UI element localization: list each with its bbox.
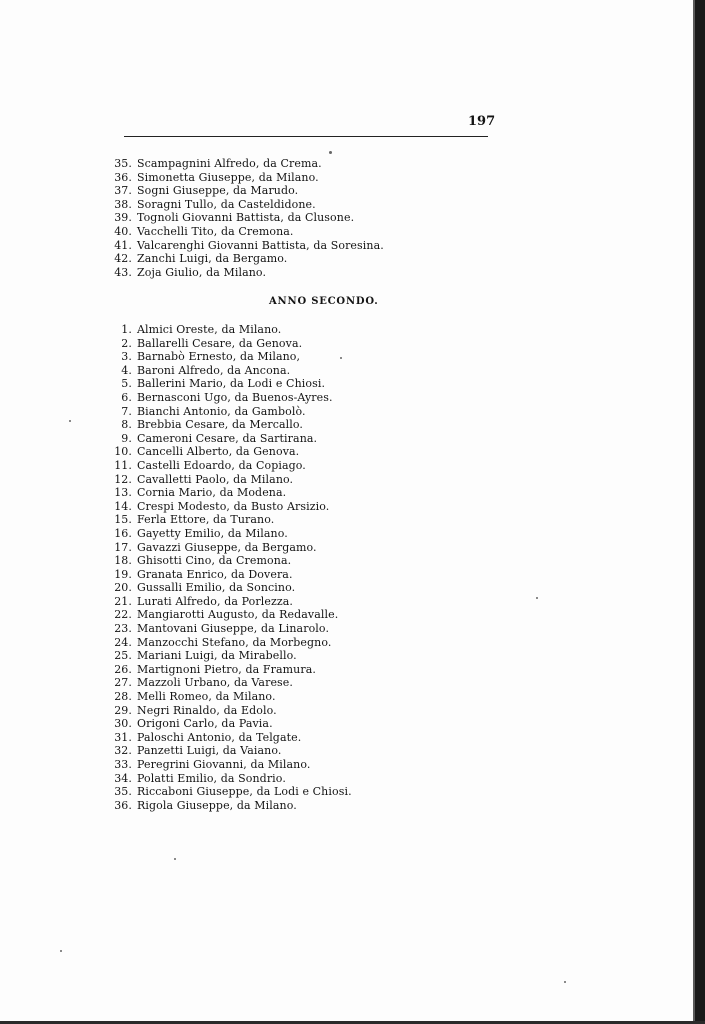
list-item xyxy=(106,418,352,432)
item-number: 17. xyxy=(114,540,132,554)
list-item xyxy=(106,717,352,731)
item-number: 34. xyxy=(114,771,132,785)
scan-speck xyxy=(69,420,71,422)
item-text: Cameroni Cesare, da Sartirana. xyxy=(137,431,318,445)
item-text: Granata Enrico, da Dovera. xyxy=(137,567,293,581)
item-number: 40. xyxy=(114,224,132,238)
item-text: Vacchelli Tito, da Cremona. xyxy=(137,224,294,238)
list-item xyxy=(106,663,352,677)
item-number: 32. xyxy=(114,744,132,758)
list-item xyxy=(106,608,352,622)
list-item xyxy=(106,527,352,541)
item-number: 8. xyxy=(121,418,132,432)
item-text: Mariani Luigi, da Mirabello. xyxy=(137,649,297,663)
item-number: 16. xyxy=(114,526,132,540)
item-number: 7. xyxy=(121,404,132,418)
list-item xyxy=(106,595,352,609)
item-number: 18. xyxy=(114,554,132,568)
page-edge-line xyxy=(693,0,695,1024)
list-item xyxy=(106,513,352,527)
list-item xyxy=(106,198,384,212)
item-number: 39. xyxy=(114,211,132,225)
item-number: 6. xyxy=(121,390,132,404)
list-item xyxy=(106,459,352,473)
item-number: 15. xyxy=(114,513,132,527)
item-number: 27. xyxy=(114,676,132,690)
item-number: 23. xyxy=(114,622,132,636)
list-item xyxy=(106,432,352,446)
scan-speck xyxy=(174,858,176,860)
item-text: Bianchi Antonio, da Gambolò. xyxy=(137,404,306,418)
scan-speck xyxy=(329,151,332,154)
item-number: 12. xyxy=(114,472,132,486)
list-item xyxy=(106,225,384,239)
item-text: Ghisotti Cino, da Cremona. xyxy=(137,554,292,568)
item-text: Ferla Ettore, da Turano. xyxy=(137,513,275,527)
list-item xyxy=(106,391,352,405)
item-text: Polatti Emilio, da Sondrio. xyxy=(137,771,286,785)
list-item xyxy=(106,171,384,185)
item-number: 37. xyxy=(114,184,132,198)
item-number: 43. xyxy=(114,265,132,279)
item-number: 28. xyxy=(114,690,132,704)
item-text: Gussalli Emilio, da Soncino. xyxy=(137,581,296,595)
item-text: Ballarelli Cesare, da Genova. xyxy=(137,336,303,350)
list-item xyxy=(106,364,352,378)
list-item xyxy=(106,799,352,813)
item-text: Bernasconi Ugo, da Buenos-Ayres. xyxy=(137,390,333,404)
item-number: 14. xyxy=(114,499,132,513)
list-item xyxy=(106,252,384,266)
item-number: 4. xyxy=(121,363,132,377)
scan-speck xyxy=(340,357,342,359)
item-number: 36. xyxy=(114,798,132,812)
item-number: 3. xyxy=(121,350,132,364)
list-item xyxy=(106,445,352,459)
item-text: Cancelli Alberto, da Genova. xyxy=(137,445,300,459)
item-number: 20. xyxy=(114,581,132,595)
item-text: Simonetta Giuseppe, da Milano. xyxy=(137,170,319,184)
item-text: Lurati Alfredo, da Porlezza. xyxy=(137,594,294,608)
item-text: Rigola Giuseppe, da Milano. xyxy=(137,798,297,812)
item-text: Baroni Alfredo, da Ancona. xyxy=(137,363,291,377)
item-text: Mangiarotti Augusto, da Redavalle. xyxy=(137,608,339,622)
item-text: Panzetti Luigi, da Vaiano. xyxy=(137,744,282,758)
list-item xyxy=(106,731,352,745)
item-number: 25. xyxy=(114,649,132,663)
item-number: 30. xyxy=(114,717,132,731)
list-item xyxy=(106,704,352,718)
item-number: 35. xyxy=(114,157,132,170)
item-text: Zoja Giulio, da Milano. xyxy=(137,265,267,279)
item-number: 13. xyxy=(114,486,132,500)
list-item xyxy=(106,500,352,514)
item-text: Negri Rinaldo, da Edolo. xyxy=(137,703,277,717)
item-text: Almici Oreste, da Milano. xyxy=(137,323,282,336)
item-text: Riccaboni Giuseppe, da Lodi e Chiosi. xyxy=(137,785,352,799)
item-number: 5. xyxy=(121,377,132,391)
item-number: 33. xyxy=(114,758,132,771)
item-text: Soragni Tullo, da Casteldidone. xyxy=(137,197,316,211)
item-number: 10. xyxy=(114,445,132,459)
list-item xyxy=(106,785,352,799)
list-item xyxy=(106,690,352,704)
item-text: Origoni Carlo, da Pavia. xyxy=(137,717,273,731)
item-text: Brebbia Cesare, da Mercallo. xyxy=(137,418,304,432)
scan-speck xyxy=(60,950,62,952)
item-number: 11. xyxy=(114,458,132,472)
item-text: Gayetty Emilio, da Milano. xyxy=(137,526,288,540)
section-heading: ANNO SECONDO. xyxy=(269,296,379,307)
item-text: Valcarenghi Giovanni Battista, da Soresina. xyxy=(137,238,384,252)
list-item xyxy=(106,323,352,337)
list-item xyxy=(106,772,352,786)
list-item xyxy=(106,568,352,582)
item-number: 29. xyxy=(114,703,132,717)
list-item xyxy=(106,473,352,487)
item-number: 38. xyxy=(114,197,132,211)
item-text: Castelli Edoardo, da Copiago. xyxy=(137,458,306,472)
item-text: Mazzoli Urbano, da Varese. xyxy=(137,676,294,690)
scan-speck xyxy=(564,981,566,983)
list-item xyxy=(106,636,352,650)
item-text: Manzocchi Stefano, da Morbegno. xyxy=(137,635,332,649)
list-item xyxy=(106,239,384,253)
item-number: 24. xyxy=(114,635,132,649)
item-text: Gavazzi Giuseppe, da Bergamo. xyxy=(137,540,317,554)
list-item xyxy=(106,350,352,364)
page-number: 197 xyxy=(468,114,496,129)
item-text: Scampagnini Alfredo, da Crema. xyxy=(137,157,322,170)
list-item xyxy=(106,405,352,419)
list-item xyxy=(106,211,384,225)
item-text: Peregrini Giovanni, da Milano. xyxy=(137,758,311,771)
item-number: 36. xyxy=(114,170,132,184)
list-item xyxy=(106,622,352,636)
list-item xyxy=(106,184,384,198)
list-item xyxy=(106,649,352,663)
item-number: 42. xyxy=(114,252,132,266)
item-number: 31. xyxy=(114,730,132,744)
item-text: Mantovani Giuseppe, da Linarolo. xyxy=(137,622,330,636)
item-number: 21. xyxy=(114,594,132,608)
student-list-second-year xyxy=(106,323,352,812)
list-item xyxy=(106,676,352,690)
list-item xyxy=(106,758,352,772)
item-text: Martignoni Pietro, da Framura. xyxy=(137,662,316,676)
item-text: Barnabò Ernesto, da Milano, xyxy=(137,350,301,364)
item-text: Sogni Giuseppe, da Marudo. xyxy=(137,184,299,198)
item-text: Crespi Modesto, da Busto Arsizio. xyxy=(137,499,330,513)
item-number: 41. xyxy=(114,238,132,252)
list-item xyxy=(106,377,352,391)
item-number: 22. xyxy=(114,608,132,622)
item-text: Paloschi Antonio, da Telgate. xyxy=(137,730,302,744)
list-item xyxy=(106,486,352,500)
list-item xyxy=(106,554,352,568)
item-text: Cornia Mario, da Modena. xyxy=(137,486,287,500)
item-text: Ballerini Mario, da Lodi e Chiosi. xyxy=(137,377,326,391)
list-item xyxy=(106,744,352,758)
list-item xyxy=(106,337,352,351)
list-item xyxy=(106,266,384,280)
item-text: Melli Romeo, da Milano. xyxy=(137,690,276,704)
item-number: 26. xyxy=(114,662,132,676)
item-number: 9. xyxy=(121,431,132,445)
item-text: Zanchi Luigi, da Bergamo. xyxy=(137,252,288,266)
item-number: 35. xyxy=(114,785,132,799)
item-text: Tognoli Giovanni Battista, da Clusone. xyxy=(137,211,355,225)
student-list-first-year-continued xyxy=(106,157,384,279)
item-number: 1. xyxy=(121,323,132,336)
list-item xyxy=(106,157,384,171)
list-item xyxy=(106,581,352,595)
header-rule xyxy=(124,136,488,137)
item-text: Cavalletti Paolo, da Milano. xyxy=(137,472,294,486)
item-number: 2. xyxy=(121,336,132,350)
list-item xyxy=(106,541,352,555)
item-number: 19. xyxy=(114,567,132,581)
scan-speck xyxy=(536,597,538,599)
